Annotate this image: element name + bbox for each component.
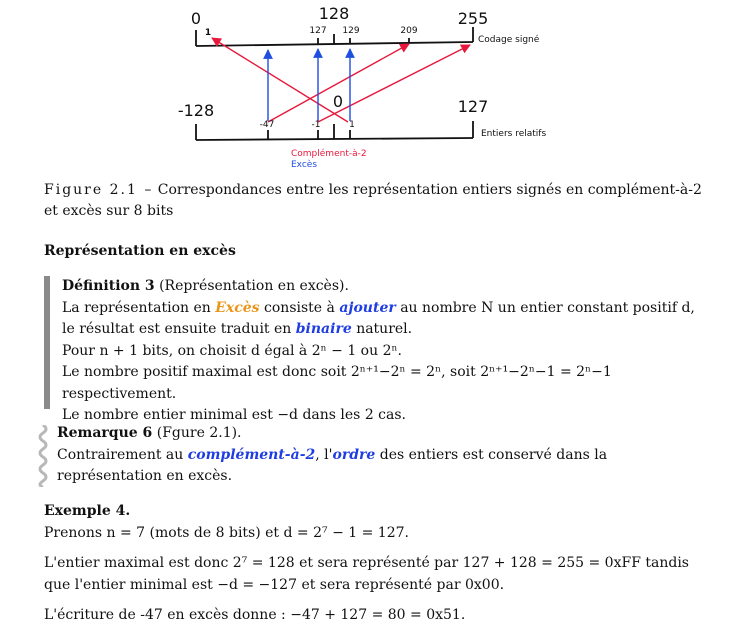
remark-wavy-rule	[36, 425, 50, 487]
add-keyword: ajouter	[339, 299, 396, 316]
definition-line-1	[62, 298, 698, 341]
top-label-255: 255	[457, 9, 489, 28]
bottom-axis	[196, 121, 473, 140]
bottom-label-m47: -47	[259, 120, 275, 130]
top-label-0: 0	[190, 9, 202, 28]
figure-caption	[44, 180, 704, 222]
definition-text: au nombre N un entier constant positif d, le résultat est ensuite traduit en	[62, 299, 695, 337]
bottom-label-127: 127	[457, 97, 489, 116]
caption-label: Figure 2.1 –	[44, 182, 154, 198]
section-title: Représentation en excès	[44, 243, 236, 259]
remark-number: Remarque 6	[57, 425, 153, 441]
top-label-127: 127	[309, 26, 327, 36]
definition-number: Définition 3	[62, 278, 155, 294]
example-block	[44, 501, 704, 627]
definition-title: (Représentation en excès).	[159, 278, 349, 294]
caption-text: Correspondances entre les représentation entiers signés en complément-à-2 et excès sur 8 bits	[44, 182, 702, 219]
definition-heading	[62, 276, 698, 298]
complement-keyword: complément-à-2	[187, 446, 316, 463]
bottom-label-m128: -128	[177, 101, 215, 120]
remark-title: (Fgure 2.1).	[156, 425, 242, 441]
definition-line-2: Pour n + 1 bits, on choisit d égal à 2ⁿ − 1 ou 2ⁿ.	[62, 342, 402, 359]
remark-block	[36, 423, 698, 487]
figure-2-1-diagram	[0, 0, 734, 175]
example-line-3: L'écriture de -47 en excès donne : −47 + 127 = 80 = 0x51.	[44, 607, 466, 623]
example-line-1: Prenons n = 7 (mots de 8 bits) et d = 2⁷ − 1 = 127.	[44, 524, 409, 541]
top-label-209: 209	[400, 26, 418, 36]
definition-text: consiste à	[264, 299, 335, 316]
bottom-label-1: 1	[349, 120, 355, 130]
definition-line-3: Le nombre positif maximal est donc soit 2ⁿ⁺¹−2ⁿ = 2ⁿ, soit 2ⁿ⁺¹−2ⁿ−1 = 2ⁿ−1 respectivement.	[62, 364, 612, 402]
top-axis	[196, 27, 473, 46]
top-label-1: 1	[204, 28, 212, 38]
legend-excess: Excès	[291, 160, 318, 170]
bottom-label-m1: -1	[311, 120, 321, 130]
bottom-label-0: 0	[332, 92, 344, 111]
definition-text: La représentation en	[62, 299, 211, 316]
remark-text-part: des entiers est conservé dans la représentation en excès.	[57, 446, 608, 484]
remark-text	[57, 445, 703, 488]
remark-text-part: , l'	[315, 446, 333, 463]
excess-keyword: Excès	[215, 299, 260, 316]
example-line-2: L'entier maximal est donc 2⁷ = 128 et sera représenté par 127 + 128 = 255 = 0xFF tandis que l'entier minimal est −d = −127 et sera représenté par 0x00.	[44, 555, 689, 593]
binary-keyword: binaire	[295, 321, 352, 337]
bottom-axis-label: Entiers relatifs	[481, 129, 547, 139]
remark-text-part: Contrairement au	[57, 446, 184, 463]
remark-heading	[57, 423, 703, 445]
definition-text: naturel.	[356, 321, 413, 337]
example-heading: Exemple 4.	[44, 503, 131, 519]
definition-line-4: Le nombre entier minimal est −d dans les 2 cas.	[62, 407, 406, 423]
order-keyword: ordre	[332, 446, 376, 463]
top-label-129: 129	[342, 26, 360, 36]
top-label-128: 128	[318, 4, 350, 23]
legend-complement: Complément-à-2	[291, 149, 367, 159]
top-axis-label: Codage signé	[478, 35, 540, 45]
definition-block	[44, 276, 698, 423]
